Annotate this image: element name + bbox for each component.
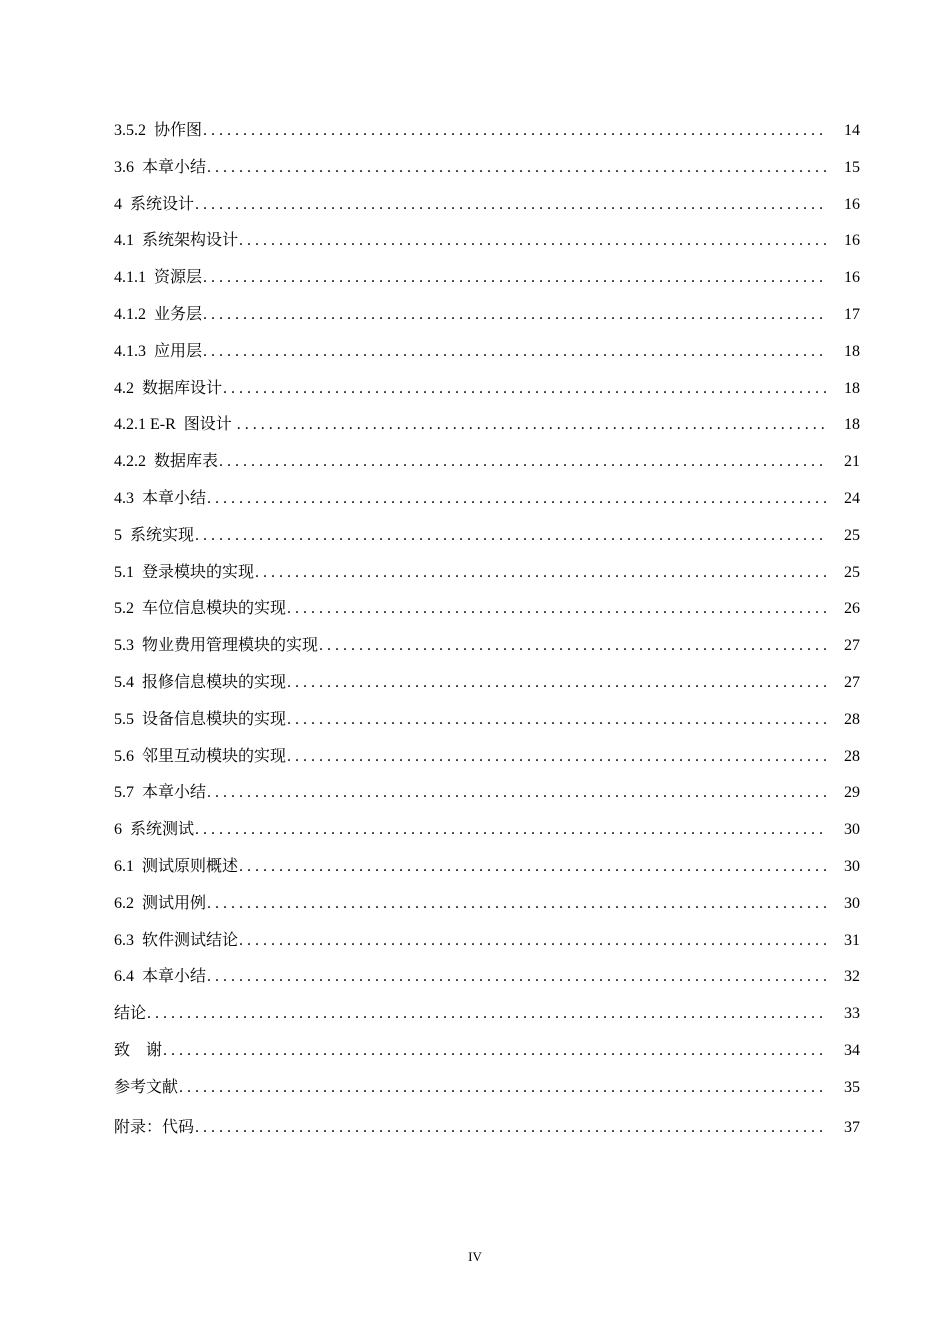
toc-entry-title: 6.3 软件测试结论	[114, 931, 239, 949]
toc-entry-page: 29	[844, 784, 860, 802]
toc-entry-page: 16	[844, 269, 860, 287]
toc-entry-page: 16	[844, 232, 860, 250]
toc-entry-title: 3.6 本章小结	[114, 158, 207, 176]
dot-leader	[195, 812, 826, 849]
toc-entry[interactable]	[114, 923, 860, 960]
toc-entry-page: 35	[844, 1078, 860, 1096]
dot-leader	[219, 444, 826, 481]
toc-entry-title: 附录：代码	[114, 1118, 195, 1136]
dot-leader	[287, 702, 826, 739]
toc-entry-title: 6.2 测试用例	[114, 894, 207, 912]
page-number: IV	[468, 1249, 482, 1264]
toc-entry-page: 25	[844, 563, 860, 581]
toc-entry-title: 5.7 本章小结	[114, 784, 207, 802]
dot-leader	[223, 371, 826, 408]
toc-entry[interactable]	[114, 555, 860, 592]
toc-entry[interactable]	[114, 187, 860, 224]
toc-entry-page: 14	[844, 122, 860, 139]
toc-entry-title: 5.1 登录模块的实现	[114, 563, 255, 581]
toc-entry-page: 18	[844, 342, 860, 360]
toc-entry[interactable]	[114, 297, 860, 334]
toc-entry[interactable]	[114, 775, 860, 812]
dot-leader	[287, 665, 826, 702]
toc-entry[interactable]	[114, 371, 860, 408]
toc-entry-page: 25	[844, 526, 860, 544]
dot-leader	[195, 187, 826, 224]
toc-entry[interactable]	[114, 702, 860, 739]
toc-entry[interactable]	[114, 481, 860, 518]
toc-entry-page: 28	[844, 710, 860, 728]
dot-leader	[239, 923, 826, 960]
toc-entry-page: 33	[844, 1005, 860, 1023]
toc-entry-title: 4.1 系统架构设计	[114, 232, 239, 250]
toc-entry-page: 27	[844, 673, 860, 691]
toc-entry-title: 5.6 邻里互动模块的实现	[114, 747, 287, 765]
dot-leader	[203, 113, 826, 150]
toc-entry-title: 4.1.2 业务层	[114, 305, 203, 323]
dot-leader	[207, 481, 826, 518]
toc-entry[interactable]	[114, 260, 860, 297]
dot-leader	[203, 260, 826, 297]
toc-entry[interactable]	[114, 959, 860, 996]
toc-entry[interactable]	[114, 739, 860, 776]
toc-entry-page: 34	[844, 1041, 860, 1059]
toc-entry[interactable]	[114, 407, 860, 444]
toc-entry[interactable]	[114, 223, 860, 260]
dot-leader	[207, 150, 826, 187]
toc-entry-page: 24	[844, 489, 860, 507]
toc-entry-page: 30	[844, 857, 860, 875]
toc-entry-title: 参考文献	[114, 1078, 179, 1096]
toc-entry-page: 26	[844, 600, 860, 618]
toc-entry[interactable]	[114, 849, 860, 886]
toc-entry-title: 4.2.1 E-R 图设计	[114, 416, 236, 434]
toc-entry-title: 5.2 车位信息模块的实现	[114, 600, 287, 618]
dot-leader	[195, 1104, 826, 1152]
toc-entry-title: 结论	[114, 1005, 147, 1023]
toc-entry-title: 4.1.1 资源层	[114, 269, 203, 287]
toc-entry[interactable]	[114, 591, 860, 628]
dot-leader	[203, 334, 826, 371]
toc-entry-title: 5.3 物业费用管理模块的实现	[114, 637, 319, 655]
toc-entry-page: 17	[844, 305, 860, 323]
toc-entry[interactable]	[114, 113, 860, 150]
toc-entry[interactable]	[114, 444, 860, 481]
toc-entry[interactable]	[114, 628, 860, 665]
toc-entry[interactable]	[114, 334, 860, 371]
toc-entry-title: 3.5.2 协作图	[114, 122, 203, 139]
toc-entry[interactable]	[114, 1107, 860, 1149]
dot-leader	[163, 1033, 826, 1070]
toc-entry[interactable]	[114, 518, 860, 555]
toc-entry-title: 4.3 本章小结	[114, 489, 207, 507]
dot-leader	[207, 775, 826, 812]
toc-entry-page: 37	[844, 1118, 860, 1136]
dot-leader	[147, 996, 826, 1033]
toc-entry-page: 18	[844, 379, 860, 397]
toc-entry-page: 30	[844, 821, 860, 839]
toc-entry-page: 21	[844, 453, 860, 471]
dot-leader	[207, 886, 826, 923]
toc-entry[interactable]	[114, 812, 860, 849]
toc-entry-title: 5 系统实现	[114, 526, 195, 544]
dot-leader	[203, 297, 826, 334]
dot-leader	[179, 1070, 826, 1107]
toc-entry[interactable]	[114, 996, 860, 1033]
dot-leader	[287, 739, 826, 776]
table-of-contents	[114, 113, 860, 1149]
toc-entry-title: 5.4 报修信息模块的实现	[114, 673, 287, 691]
dot-leader	[207, 959, 826, 996]
toc-entry-title: 4.2 数据库设计	[114, 379, 223, 397]
toc-entry-title: 6 系统测试	[114, 821, 195, 839]
dot-leader	[319, 628, 826, 665]
toc-entry-page: 31	[844, 931, 860, 949]
toc-entry-page: 30	[844, 894, 860, 912]
toc-entry-page: 18	[844, 416, 860, 434]
toc-entry-page: 27	[844, 637, 860, 655]
toc-entry-title: 4 系统设计	[114, 195, 195, 213]
toc-entry-title: 6.4 本章小结	[114, 968, 207, 986]
toc-entry-title: 6.1 测试原则概述	[114, 857, 239, 875]
toc-entry[interactable]	[114, 886, 860, 923]
dot-leader	[287, 591, 826, 628]
toc-entry[interactable]	[114, 1070, 860, 1107]
toc-entry-title: 4.2.2 数据库表	[114, 453, 219, 471]
dot-leader	[239, 849, 826, 886]
dot-leader	[237, 407, 826, 444]
toc-entry-title: 4.1.3 应用层	[114, 342, 203, 360]
toc-entry-page: 15	[844, 158, 860, 176]
toc-entry-page: 32	[844, 968, 860, 986]
toc-entry-title: 致 谢	[114, 1041, 163, 1059]
dot-leader	[255, 555, 826, 592]
toc-entry-page: 28	[844, 747, 860, 765]
toc-entry[interactable]	[114, 665, 860, 702]
toc-entry[interactable]	[114, 1033, 860, 1070]
dot-leader	[239, 223, 826, 260]
dot-leader	[195, 518, 826, 555]
toc-entry[interactable]	[114, 150, 860, 187]
toc-entry-title: 5.5 设备信息模块的实现	[114, 710, 287, 728]
toc-entry-page: 16	[844, 195, 860, 213]
